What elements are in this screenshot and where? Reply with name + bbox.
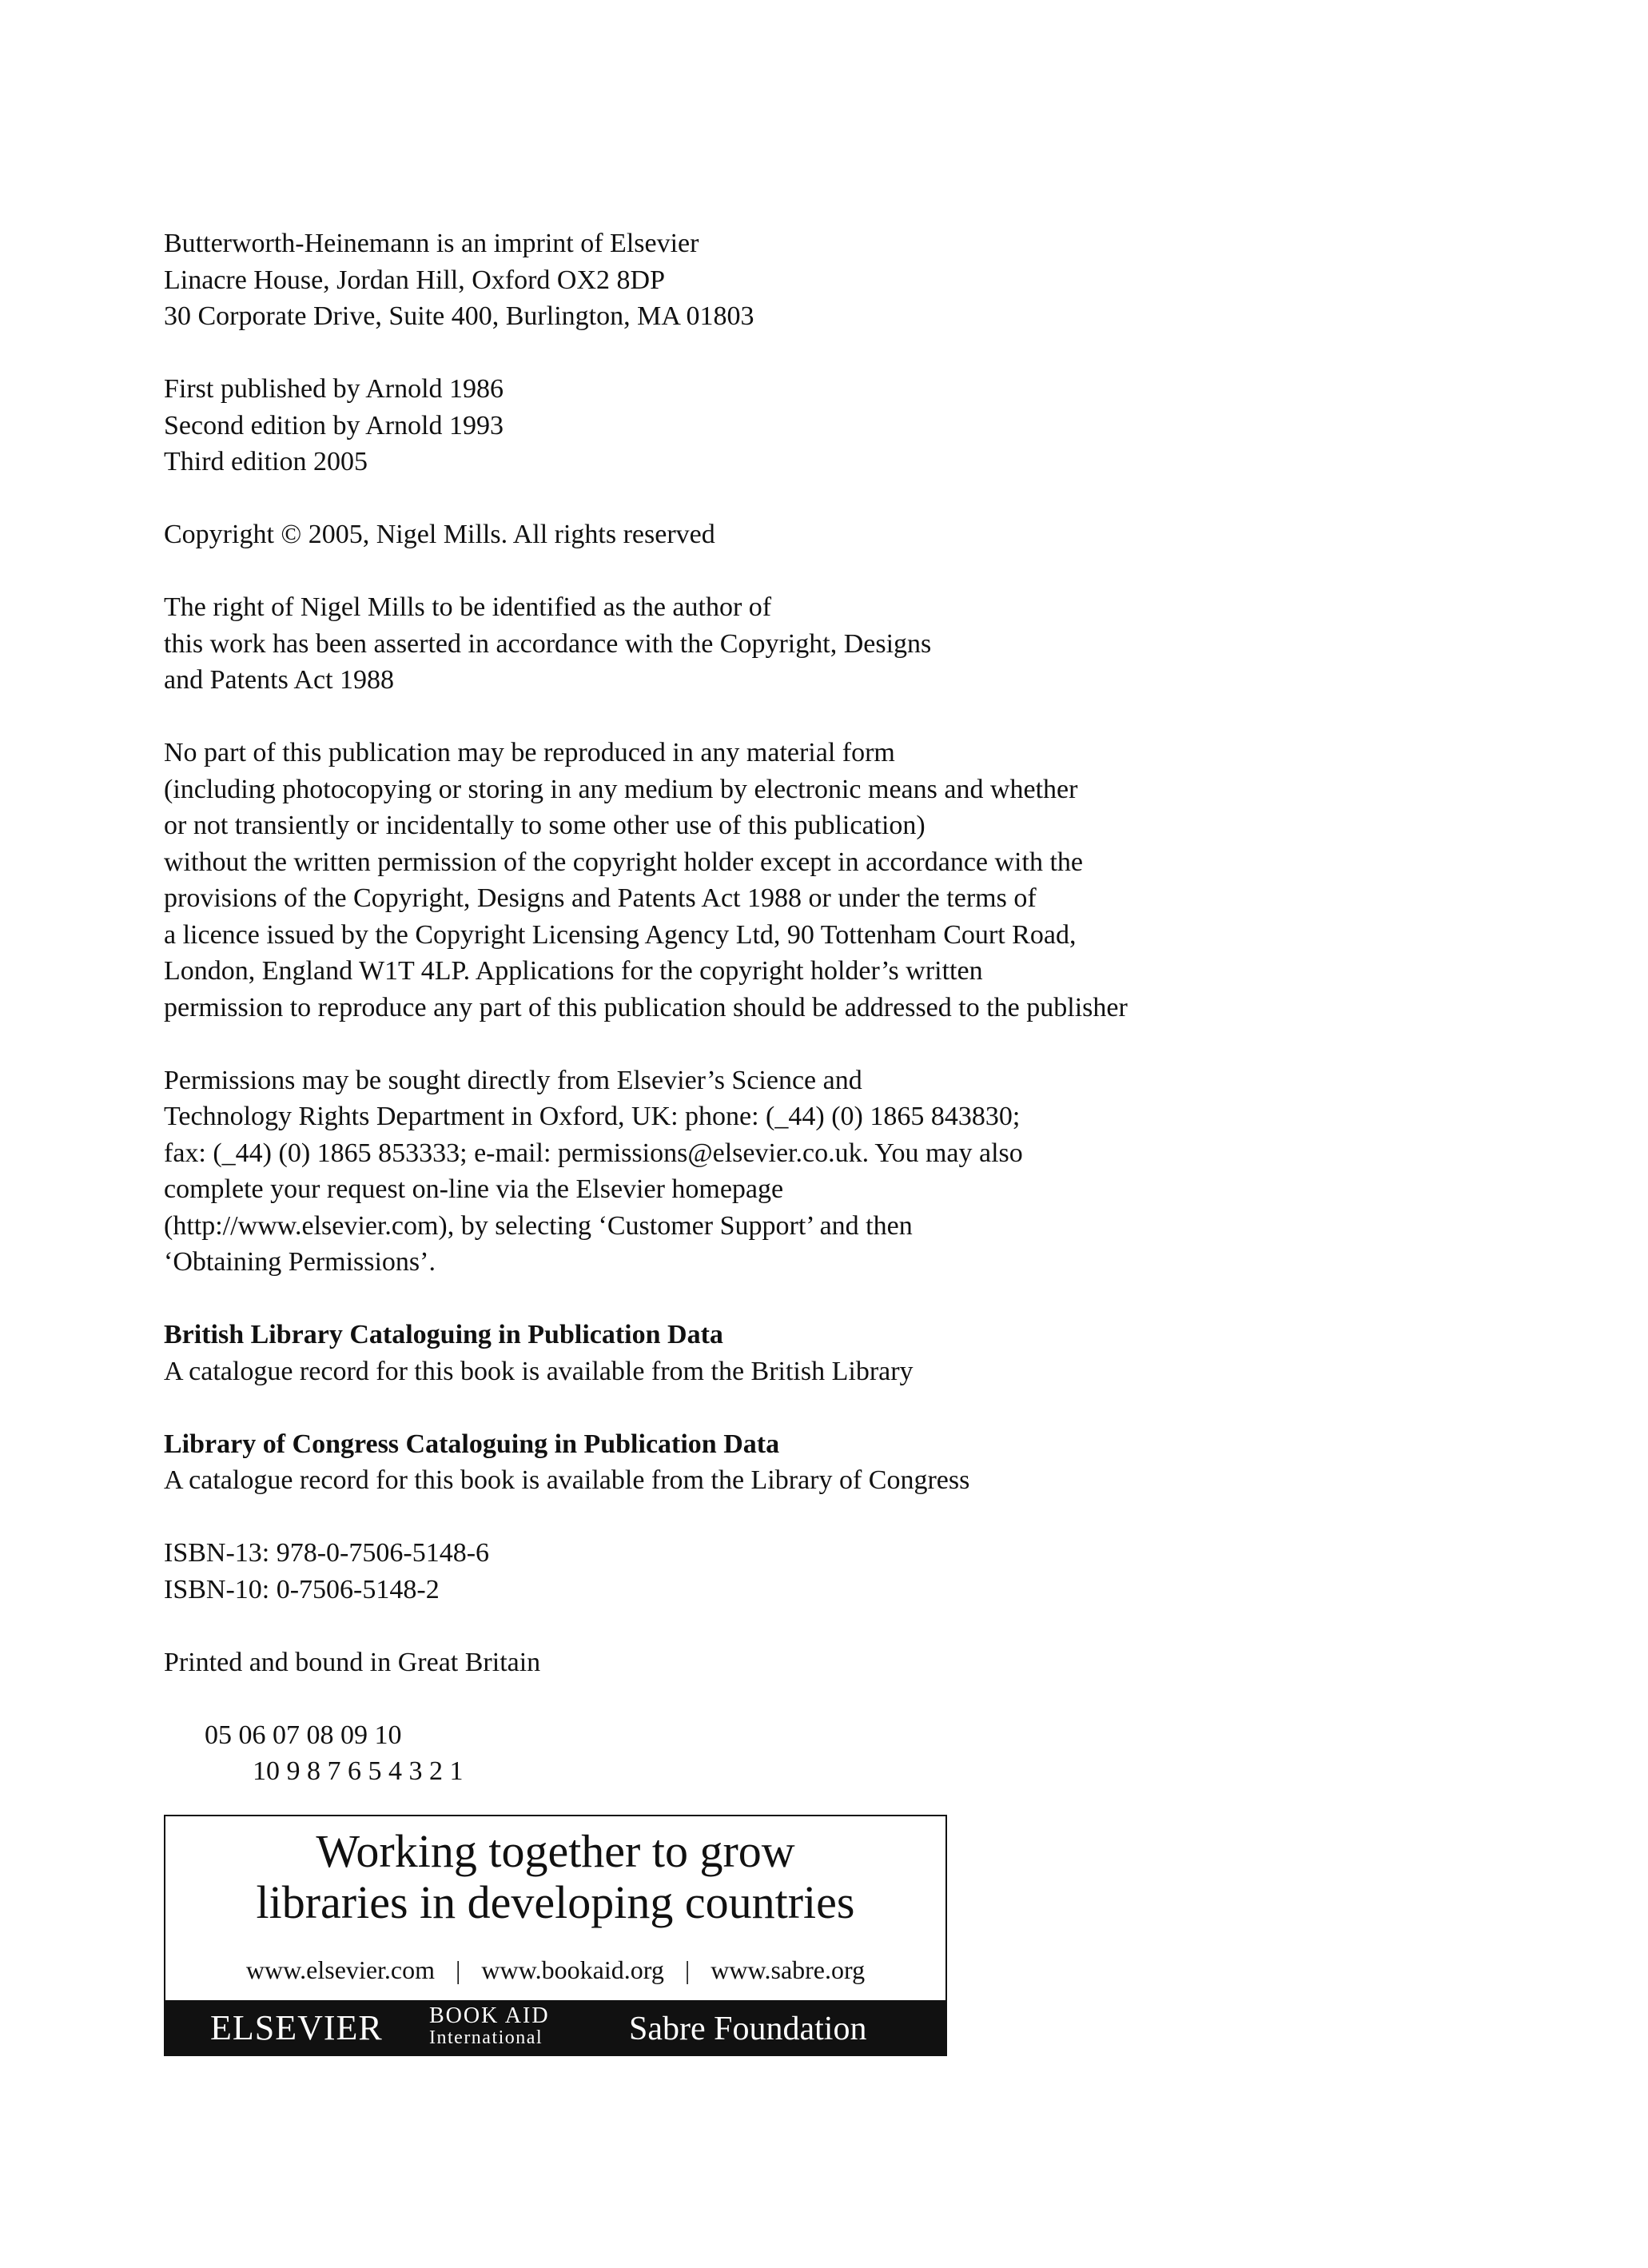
moral-rights-line: this work has been asserted in accordance with the Copyright, Designs xyxy=(164,628,932,659)
moral-rights-line: The right of Nigel Mills to be identified as the author of xyxy=(164,592,772,622)
book-aid-heading-line1: Working together to grow xyxy=(316,1825,795,1877)
book-aid-logo xyxy=(429,2005,589,2048)
library-of-congress-heading: Library of Congress Cataloguing in Publication Data xyxy=(164,1429,780,1459)
elsevier-logo: ELSEVIER xyxy=(210,2008,383,2047)
link-elsevier: www.elsevier.com xyxy=(245,1955,435,1984)
reproduction-notice-block xyxy=(164,735,1523,1026)
printing-block xyxy=(164,1644,1523,1827)
british-library-block xyxy=(164,1317,1523,1389)
permissions-line: complete your request on-line via the Elsevier homepage xyxy=(164,1174,784,1204)
print-key-line xyxy=(164,1680,1523,1826)
edition-history-block xyxy=(164,371,1523,480)
publisher-us-address: 30 Corporate Drive, Suite 400, Burlington, MA 01803 xyxy=(164,301,754,331)
reproduction-line: a licence issued by the Copyright Licensing Agency Ltd, 90 Tottenham Court Road, xyxy=(164,919,1077,950)
library-of-congress-text: A catalogue record for this book is available from the Library of Congress xyxy=(164,1465,970,1495)
permissions-line: Technology Rights Department in Oxford, UK: phone: (_44) (0) 1865 843830; xyxy=(164,1102,1021,1131)
book-aid-heading-line2: libraries in developing countries xyxy=(256,1876,855,1928)
copyright-page-text xyxy=(164,225,1523,1863)
sabre-foundation-logo: Sabre Foundation xyxy=(629,2011,867,2047)
edition-second: Second edition by Arnold 1993 xyxy=(164,410,504,440)
book-aid-heading xyxy=(165,1826,945,1928)
print-years: 05 06 07 08 09 10 xyxy=(205,1720,402,1750)
link-sabre: www.sabre.org xyxy=(711,1955,866,1984)
sponsor-logo-banner xyxy=(165,2000,945,2055)
print-impressions: 10 9 8 7 6 5 4 3 2 1 xyxy=(253,1756,464,1786)
book-aid-links xyxy=(165,1954,945,1986)
isbn-10: ISBN-10: 0-7506-5148-2 xyxy=(164,1574,440,1604)
reproduction-line: No part of this publication may be reproduced in any material form xyxy=(164,738,895,767)
moral-rights-block xyxy=(164,589,1523,699)
reproduction-line: without the written permission of the copyright holder except in accordance with the xyxy=(164,847,1083,877)
reproduction-line: or not transiently or incidentally to some other use of this publication) xyxy=(164,811,926,840)
reproduction-line: London, England W1T 4LP. Applications for the copyright holder’s written xyxy=(164,956,983,986)
link-separator: | xyxy=(456,1955,461,1984)
link-bookaid: www.bookaid.org xyxy=(481,1955,664,1984)
isbn-block xyxy=(164,1535,1523,1608)
permissions-line: fax: (_44) (0) 1865 853333; e-mail: permissions@elsevier.co.uk. You may also xyxy=(164,1138,1023,1168)
edition-first: First published by Arnold 1986 xyxy=(164,374,504,404)
book-aid-logo-bottom: International xyxy=(429,2027,543,2048)
publisher-uk-address: Linacre House, Jordan Hill, Oxford OX2 8DP xyxy=(164,265,665,295)
edition-third: Third edition 2005 xyxy=(164,447,368,476)
book-aid-advert-box xyxy=(164,1815,947,2056)
reproduction-line: permission to reproduce any part of this publication should be addressed to the publisher xyxy=(164,992,1128,1022)
reproduction-line: provisions of the Copyright, Designs and Patents Act 1988 or under the terms of xyxy=(164,883,1037,913)
reproduction-line: (including photocopying or storing in any medium by electronic means and whether xyxy=(164,774,1078,804)
british-library-heading: British Library Cataloguing in Publication Data xyxy=(164,1320,723,1349)
publisher-address-block xyxy=(164,225,1523,335)
british-library-text: A catalogue record for this book is available from the British Library xyxy=(164,1356,914,1386)
permissions-block xyxy=(164,1062,1523,1281)
printed-in-line: Printed and bound in Great Britain xyxy=(164,1647,541,1677)
isbn-13: ISBN-13: 978-0-7506-5148-6 xyxy=(164,1538,490,1568)
permissions-line: Permissions may be sought directly from Elsevier’s Science and xyxy=(164,1065,862,1095)
permissions-line: ‘Obtaining Permissions’. xyxy=(164,1247,436,1277)
publisher-imprint-line: Butterworth-Heinemann is an imprint of Elsevier xyxy=(164,229,699,258)
link-separator: | xyxy=(684,1955,691,1984)
copyright-notice xyxy=(164,516,1523,553)
moral-rights-line: and Patents Act 1988 xyxy=(164,665,395,695)
library-of-congress-block xyxy=(164,1426,1523,1499)
permissions-line: (http://www.elsevier.com), by selecting ‘Customer Support’ and then xyxy=(164,1210,913,1241)
copyright-line: Copyright © 2005, Nigel Mills. All rights reserved xyxy=(164,520,715,549)
book-aid-logo-top: BOOK AID xyxy=(429,2003,550,2028)
